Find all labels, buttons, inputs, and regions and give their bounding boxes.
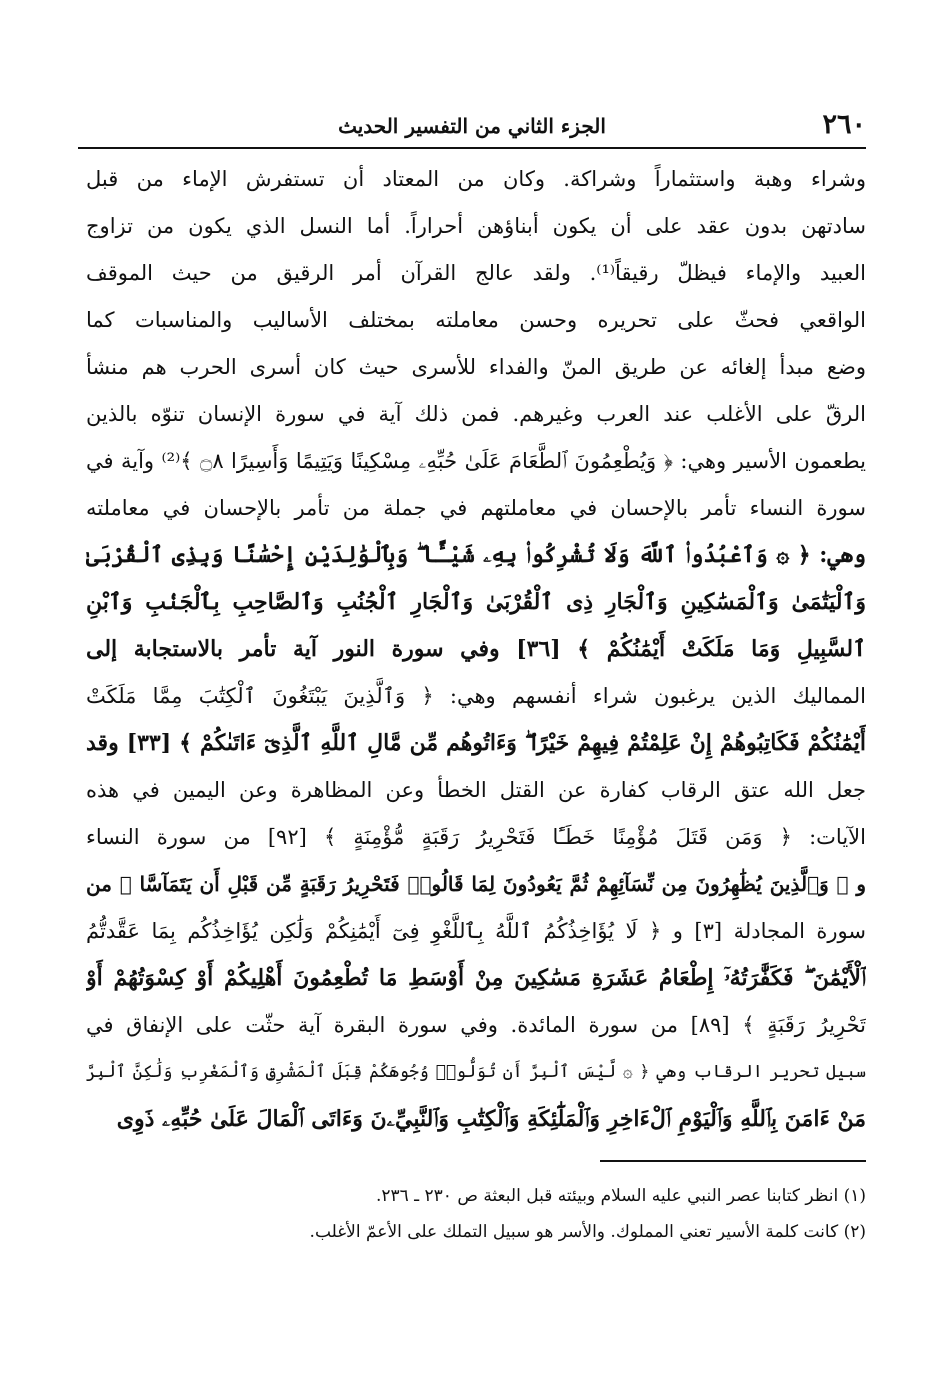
text-line: الرقّ على الأغلب عند العرب وغيرهم. فمن ذلك آية في سورة الإنسان تنوّه بالذين — [86, 402, 866, 426]
header-rule — [78, 147, 866, 149]
body-text — [86, 156, 866, 1143]
page-header — [78, 108, 866, 142]
page-number: ٢٦٠ — [822, 109, 866, 140]
footnote-2: (٢) كانت كلمة الأسير تعني المملوك. والأسر هو سبيل التملك على الأعمّ الأغلب. — [309, 1222, 866, 1242]
text-line: سورة النساء تأمر بالإحسان في معاملتهم في جملة من تأمر بالإحسان في معاملته — [86, 496, 866, 520]
text-line: وهي: ﴿ ۞ وَٱعْبُدُوا۟ ٱللَّهَ وَلَا تُشْرِكُوا۟ بِهِۦ شَيْـًٔا ۖ وَبِٱلْوَٰلِدَيْنِ إِحْسَٰنًا وَبِذِى ٱلْقُرْبَىٰ — [86, 542, 866, 568]
text-line: وَٱلْيَتَٰمَىٰ وَٱلْمَسَٰكِينِ وَٱلْجَارِ ذِى ٱلْقُرْبَىٰ وَٱلْجَارِ ٱلْجُنُبِ وَٱلصَّاحِبِ بِٱلْجَنۢبِ وَٱبْنِ — [86, 589, 866, 615]
text-line: سبيل تحرير الرقاب وهي ﴿ ۞ لَّيْسَ ٱلْبِرَّ أَن تُوَلُّوا۟ وُجُوهَكُمْ قِبَلَ ٱلْمَشْرِقِ وَٱلْمَغْرِبِ وَلَٰكِنَّ ٱلْبِرَّ — [86, 1062, 866, 1082]
text-line: جعل الله عتق الرقاب كفارة عن القتل الخطأ وعن المظاهرة وعن اليمين في هذه — [86, 778, 866, 802]
text-line: ٱلْأَيْمَٰنَ ۖ فَكَفَّٰرَتُهُۥٓ إِطْعَامُ عَشَرَةِ مَسَٰكِينَ مِنْ أَوْسَطِ مَا تُطْعِمُونَ أَهْلِيكُمْ أَوْ كِسْوَتُهُمْ أَوْ — [86, 965, 866, 991]
running-title: الجزء الثاني من التفسير الحديث — [338, 114, 606, 138]
text-line: الواقعي فحثّ على تحريره وحسن معاملته بمختلف الأساليب والمناسبات كما — [86, 308, 866, 332]
text-line: وضع مبدأ إلغائه عن طريق المنّ والفداء للأسرى حيث كان أسرى الحرب هم منشأ — [86, 355, 866, 379]
text-line: تَحْرِيرُ رَقَبَةٍ ﴾ [٨٩] من سورة المائدة. وفي سورة البقرة آية حثّت على الإنفاق في — [86, 1013, 866, 1037]
text-line: و ﴿ وَٱلَّذِينَ يُظَٰهِرُونَ مِن نِّسَآئِهِمْ ثُمَّ يَعُودُونَ لِمَا قَالُوا۟ فَتَحْرِيرُ رَقَبَةٍ مِّن قَبْلِ أَن يَتَمَآسَّا ﴾ من — [86, 872, 866, 896]
text-line: سادتهن بدون عقد على أن يكون أبناؤهن أحراراً. أما النسل الذي يكون من تزاوج — [86, 214, 866, 238]
text-line: ٱلسَّبِيلِ وَمَا مَلَكَتْ أَيْمَٰنُكُمْ ﴾ [٣٦] وفي سورة النور آية تأمر بالاستجابة إلى — [86, 636, 866, 662]
text-line: مَنْ ءَامَنَ بِٱللَّهِ وَٱلْيَوْمِ ٱلْءَاخِرِ وَٱلْمَلَٰٓئِكَةِ وَٱلْكِتَٰبِ وَٱلنَّبِيِّۦنَ وَءَاتَى ٱلْمَالَ عَلَىٰ حُبِّهِۦ ذَوِى — [116, 1106, 866, 1132]
footnote-rule — [600, 1160, 866, 1162]
text-line: العبيد والإماء فيظلّ رقيقاً⁽¹⁾. ولقد عالج القرآن أمر الرقيق من حيث الموقف — [86, 261, 866, 285]
text-line: أَيْمَٰنُكُمْ فَكَاتِبُوهُمْ إِنْ عَلِمْتُمْ فِيهِمْ خَيْرًا ۖ وَءَاتُوهُم مِّن مَّالِ ٱللَّهِ ٱلَّذِىٓ ءَاتَىٰكُمْ ﴾ [٣٣] وقد — [86, 730, 866, 756]
text-line: المماليك الذين يرغبون شراء أنفسهم وهي: ﴿ وَٱلَّذِينَ يَبْتَغُونَ ٱلْكِتَٰبَ مِمَّا مَلَكَتْ — [86, 684, 866, 708]
footnotes — [86, 1178, 866, 1250]
text-line: يطعمون الأسير وهي: ﴿ وَيُطْعِمُونَ ٱلطَّعَامَ عَلَىٰ حُبِّهِۦ مِسْكِينًا وَيَتِيمًا وَأَسِيرًا ۝٨ ﴾⁽²⁾ وآية في — [86, 449, 866, 473]
footnote-1: (١) انظر كتابنا عصر النبي عليه السلام وبيئته قبل البعثة ص ٢٣٠ ـ ٢٣٦. — [375, 1186, 866, 1206]
text-line: وشراء وهبة واستثماراً وشراكة. وكان من المعتاد أن تستفرش الإماء من قبل — [86, 167, 866, 191]
text-line: الآيات: ﴿ وَمَن قَتَلَ مُؤْمِنًا خَطَـًٔا فَتَحْرِيرُ رَقَبَةٍ مُّؤْمِنَةٍ ﴾ [٩٢] من سورة النساء — [86, 825, 866, 849]
text-line: سورة المجادلة [٣] و ﴿ لَا يُؤَاخِذُكُمُ ٱللَّهُ بِٱللَّغْوِ فِىٓ أَيْمَٰنِكُمْ وَلَٰكِن يُؤَاخِذُكُم بِمَا عَقَّدتُّمُ — [86, 919, 866, 943]
